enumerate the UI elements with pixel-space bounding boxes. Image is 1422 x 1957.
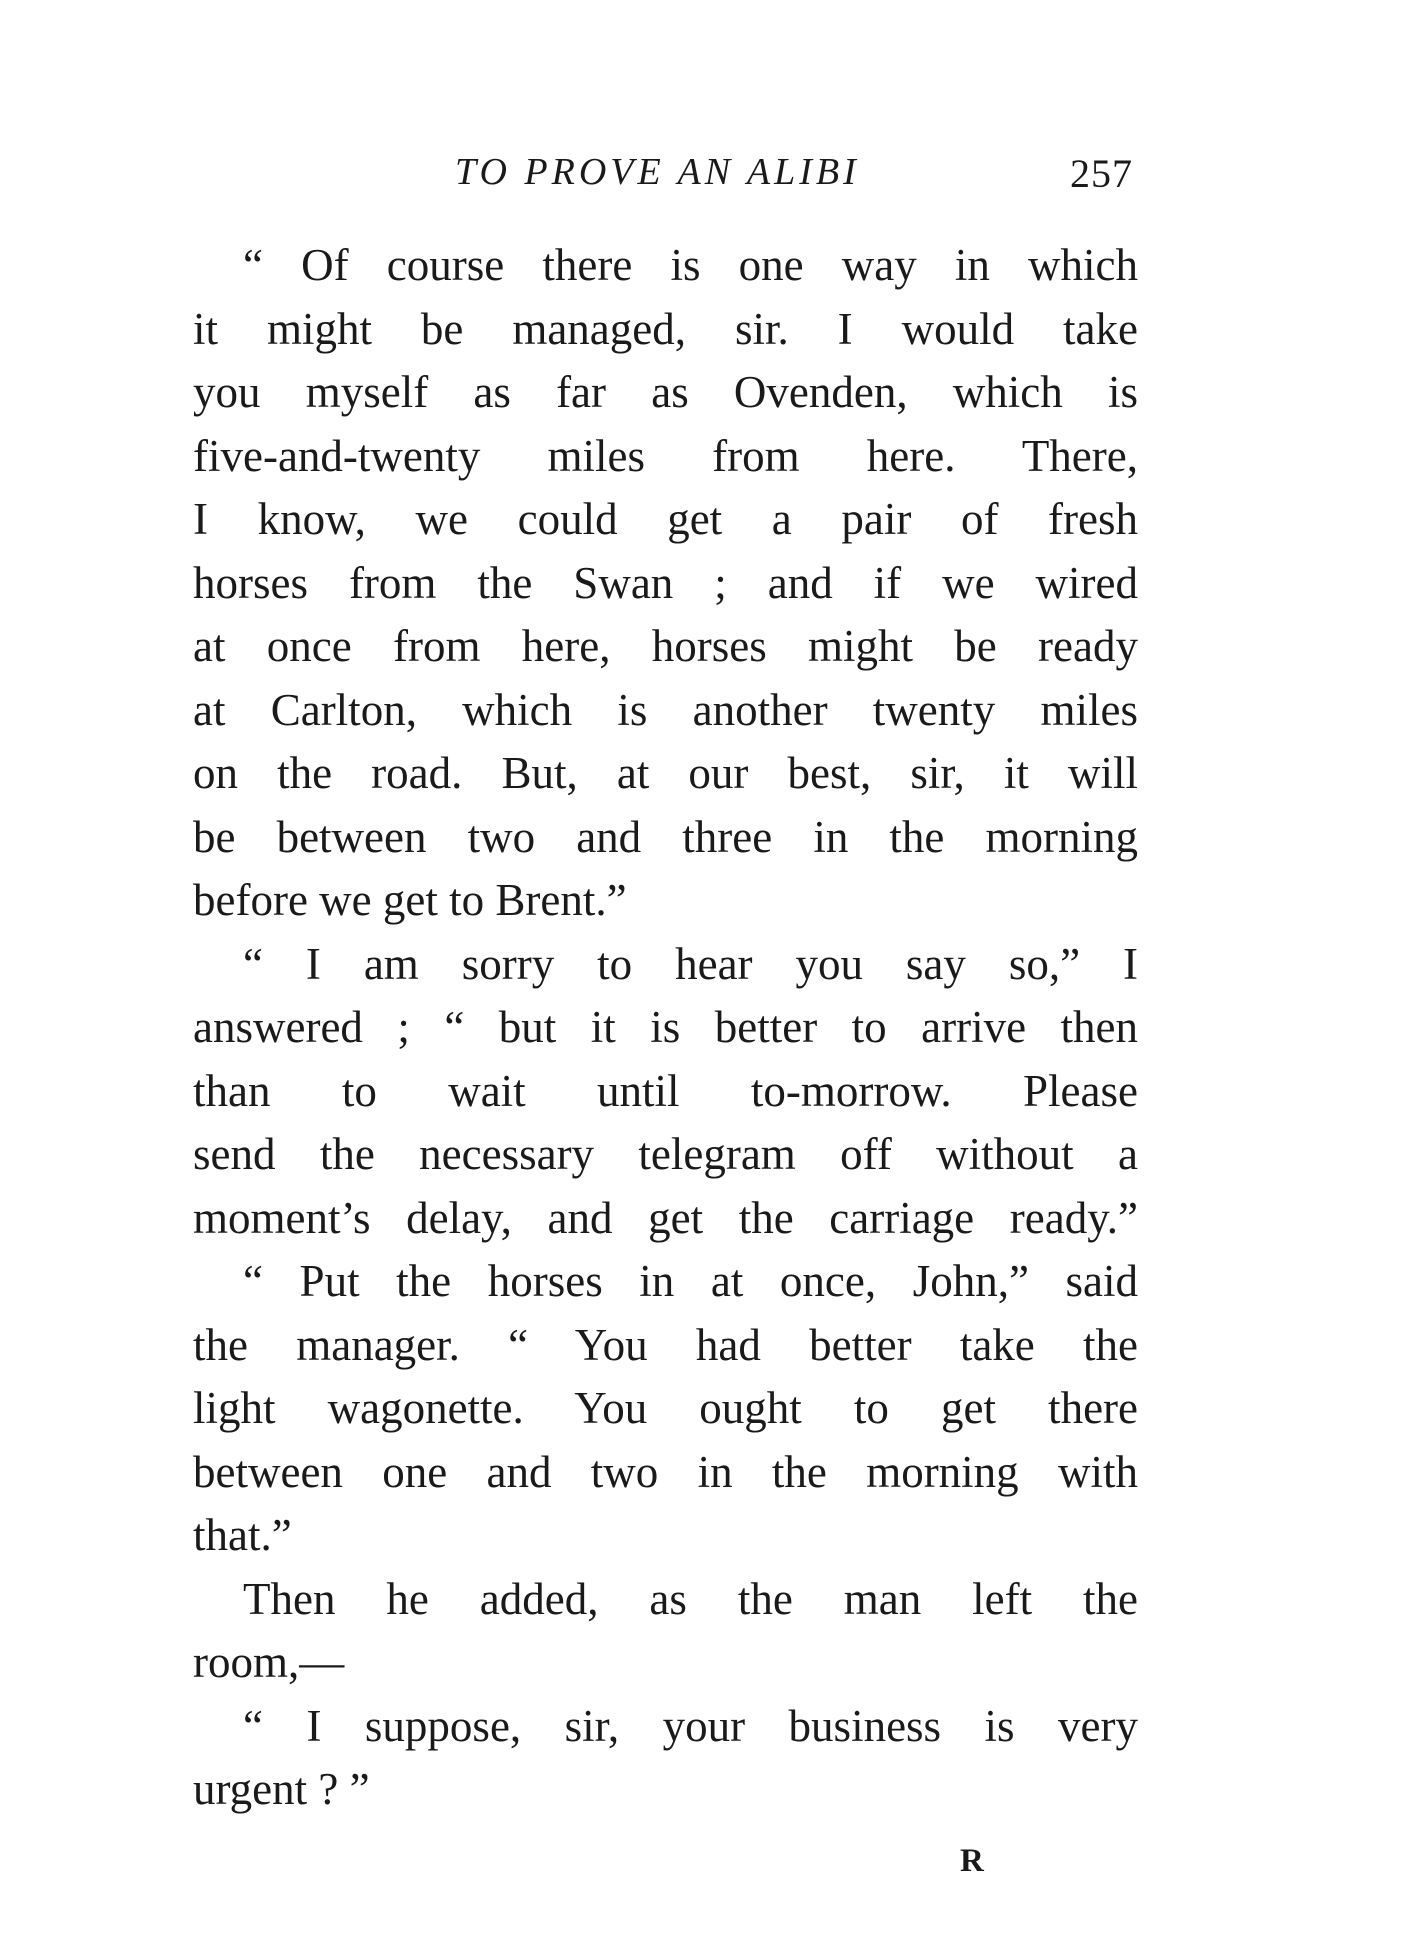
text-line: at Carlton, which is another twenty miles [193, 684, 1138, 735]
text-line: “ I suppose, sir, your business is very [243, 1700, 1138, 1751]
text-line: I know, we could get a pair of fresh [193, 494, 1138, 544]
text-line: five-and-twenty miles from here. There, [193, 430, 1138, 481]
text-line: than to wait until to-morrow. Please [193, 1065, 1138, 1116]
text-line: Then he added, as the man left the [243, 1573, 1138, 1624]
text-line: moment’s delay, and get the carriage ready.” [193, 1192, 1138, 1243]
text-line: at once from here, horses might be ready [193, 621, 1138, 671]
text-line: on the road. But, at our best, sir, it will [193, 748, 1138, 798]
page-number: 257 [1070, 151, 1133, 196]
text-line: room,— [193, 1637, 345, 1687]
text-line: be between two and three in the morning [193, 811, 1138, 862]
text-line: light wagonette. You ought to get there [193, 1383, 1138, 1433]
text-line: answered ; “ but it is better to arrive then [193, 1002, 1138, 1052]
page-header [0, 150, 1422, 200]
text-line: the manager. “ You had better take the [193, 1319, 1138, 1370]
body-text [193, 234, 1138, 1822]
text-line: “ Of course there is one way in which [243, 240, 1138, 290]
text-line: you myself as far as Ovenden, which is [193, 367, 1138, 417]
text-line: “ Put the horses in at once, John,” said [243, 1256, 1138, 1306]
text-line: send the necessary telegram off without a [193, 1129, 1138, 1179]
text-line: between one and two in the morning with [193, 1446, 1138, 1497]
text-line: urgent ? ” [193, 1764, 370, 1814]
text-line: horses from the Swan ; and if we wired [193, 557, 1138, 608]
text-line: that.” [193, 1510, 292, 1560]
running-title: TO PROVE AN ALIBI [455, 151, 860, 193]
signature-mark: R [960, 1843, 985, 1879]
text-line: before we get to Brent.” [193, 875, 627, 925]
text-line: it might be managed, sir. I would take [193, 303, 1138, 354]
text-line: “ I am sorry to hear you say so,” I [243, 938, 1138, 989]
